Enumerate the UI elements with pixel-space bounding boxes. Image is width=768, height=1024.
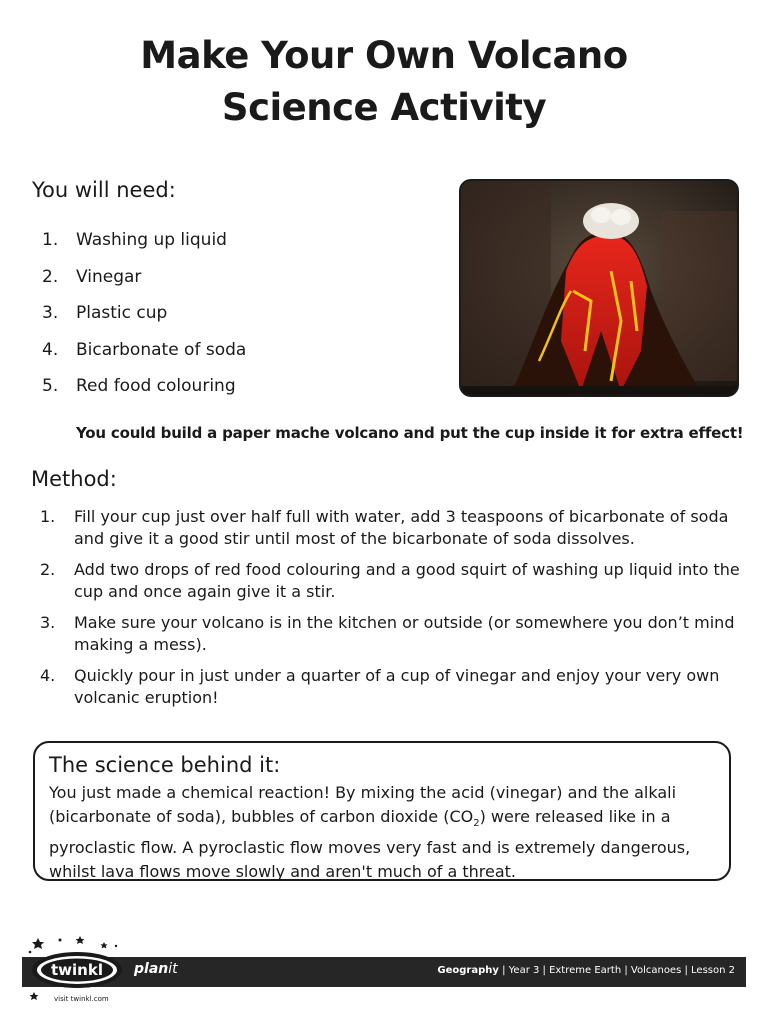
method-step bbox=[40, 665, 740, 708]
method-heading: Method: bbox=[31, 467, 117, 491]
list-item bbox=[42, 368, 246, 405]
item-text: Plastic cup bbox=[76, 303, 168, 323]
title-line-2: Science Activity bbox=[221, 86, 547, 129]
item-text: Bicarbonate of soda bbox=[76, 339, 247, 360]
page-title bbox=[0, 30, 768, 134]
breadcrumb bbox=[437, 965, 735, 976]
step-number: 1. bbox=[40, 507, 56, 526]
method-step bbox=[40, 559, 740, 602]
breadcrumb-subject: Geography bbox=[437, 965, 499, 976]
tip-text: You could build a paper mache volcano and put the cup inside it for extra effect! bbox=[76, 424, 744, 442]
planit-it: it bbox=[168, 961, 178, 977]
co2-subscript: 2 bbox=[473, 818, 480, 830]
item-number: 2. bbox=[42, 266, 59, 287]
step-text: Fill your cup just over half full with water, add 3 teaspoons of bicarbonate of soda and give it a good stir until most of the bicarbonate of soda dissolves. bbox=[74, 507, 729, 548]
step-text: Quickly pour in just under a quarter of a cup of vinegar and enjoy your very own volcanic eruption! bbox=[74, 666, 720, 707]
science-body-start: You just made a chemical reaction! By mixing the acid (vinegar) and the alkali (bicarbonate of soda), bubbles of carbon dioxide (CO bbox=[49, 783, 677, 826]
needs-heading: You will need: bbox=[32, 178, 176, 202]
item-number: 4. bbox=[42, 339, 59, 360]
item-number: 1. bbox=[42, 230, 59, 250]
volcano-photo bbox=[459, 179, 739, 397]
method-step bbox=[40, 612, 740, 655]
step-number: 2. bbox=[40, 560, 56, 579]
list-item bbox=[42, 259, 246, 296]
item-number: 3. bbox=[42, 303, 59, 323]
visit-link[interactable]: visit twinkl.com bbox=[54, 995, 109, 1003]
breadcrumb-path: | Year 3 | Extreme Earth | Volcanoes | Lesson 2 bbox=[498, 965, 735, 976]
science-box bbox=[33, 741, 731, 881]
title-line-1: Make Your Own Volcano bbox=[140, 34, 628, 77]
science-body bbox=[49, 781, 715, 884]
method-step bbox=[40, 506, 740, 549]
step-number: 3. bbox=[40, 613, 56, 632]
list-item bbox=[42, 332, 246, 369]
science-body-end: ) were released like in a pyroclastic flow. A pyroclastic flow moves very fast and is extremely dangerous, whilst lava flows move slowly and aren't much of a threat. bbox=[49, 807, 691, 882]
step-number: 4. bbox=[40, 666, 56, 685]
logo-text: twinkl bbox=[51, 961, 103, 979]
item-text: Red food colouring bbox=[76, 376, 236, 396]
planit-brand bbox=[134, 961, 178, 977]
item-number: 5. bbox=[42, 376, 59, 396]
item-text: Vinegar bbox=[76, 266, 142, 287]
step-text: Make sure your volcano is in the kitchen or outside (or somewhere you don’t mind making a mess). bbox=[74, 613, 735, 654]
needs-list bbox=[42, 222, 246, 405]
list-item bbox=[42, 222, 246, 259]
list-item bbox=[42, 295, 246, 332]
science-heading: The science behind it: bbox=[49, 753, 281, 777]
item-text: Washing up liquid bbox=[76, 230, 227, 250]
step-text: Add two drops of red food colouring and a good squirt of washing up liquid into the cup and once again give it a stir. bbox=[74, 560, 740, 601]
planit-plan: plan bbox=[134, 961, 169, 977]
method-list bbox=[40, 506, 740, 718]
